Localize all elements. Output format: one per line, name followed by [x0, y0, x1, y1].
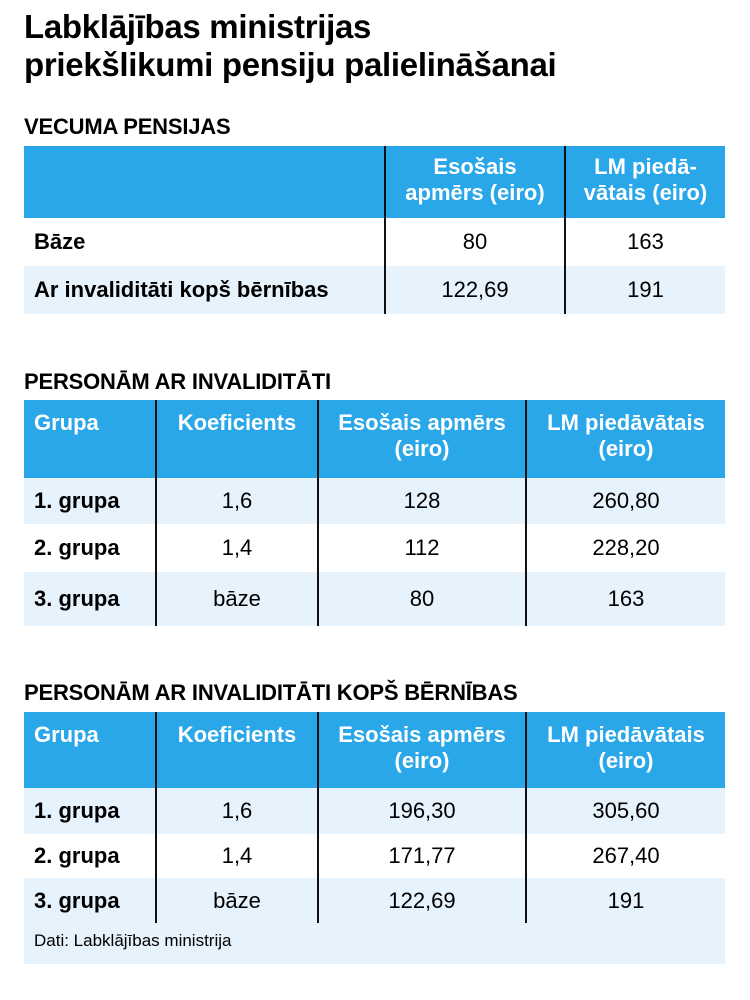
table-cell: bāze [156, 878, 318, 923]
table-header-cell: Esošais apmērs (eiro) [318, 400, 526, 478]
table-row [24, 478, 725, 524]
table-header-cell [24, 146, 385, 218]
table-header-cell: Koeficients [156, 712, 318, 788]
source-note: Dati: Labklājības ministrija [24, 923, 725, 964]
title-line-2: priekšlikumi pensiju palielināšanai [24, 46, 557, 83]
row-label: Ar invaliditāti kopš bērnības [24, 266, 385, 314]
table-row [24, 266, 725, 314]
table-row [24, 218, 725, 266]
section-heading-disability: PERSONĀM AR INVALIDITĀTI [24, 369, 331, 394]
table-cell: 80 [318, 572, 526, 626]
old-age-pensions-table [24, 146, 725, 314]
table-header-row [24, 712, 725, 788]
table-cell: 122,69 [318, 878, 526, 923]
table-cell: 1,6 [156, 478, 318, 524]
table-cell: 1,4 [156, 524, 318, 572]
table-cell: 1,6 [156, 788, 318, 834]
row-label: 2. grupa [34, 843, 120, 868]
row-label: 3. grupa [24, 572, 156, 626]
table-header-cell: Esošais apmērs (eiro) [385, 146, 565, 218]
table-cell: 191 [526, 878, 725, 923]
table-cell: 128 [318, 478, 526, 524]
section-heading-disability-since-childhood: PERSONĀM AR INVALIDITĀTI KOPŠ BĒRNĪBAS [24, 680, 518, 705]
disability-since-childhood-table [24, 712, 725, 923]
table-row [24, 788, 725, 834]
section-heading-old-age-pensions: VECUMA PENSIJAS [24, 114, 231, 139]
row-label: 3. grupa [24, 878, 156, 923]
table-header-cell: Grupa [24, 400, 156, 478]
table-header-row [24, 400, 725, 478]
table-cell: 267,40 [526, 834, 725, 878]
table-header-cell: Koeficients [156, 400, 318, 478]
table-cell: 112 [318, 524, 526, 572]
table-cell: 1,4 [156, 834, 318, 878]
table-header-row [24, 146, 725, 218]
table-row [24, 834, 725, 878]
table-cell: 305,60 [526, 788, 725, 834]
table-cell: bāze [156, 572, 318, 626]
table-cell: 163 [526, 572, 725, 626]
row-label: 1. grupa [24, 788, 156, 834]
table-row [24, 572, 725, 626]
row-label: 1. grupa [24, 478, 156, 524]
row-label: 2. grupa [34, 535, 120, 560]
disability-table [24, 400, 725, 626]
table-header-cell: Grupa [24, 712, 156, 788]
table-header-cell: LM piedāvātais (eiro) [526, 712, 725, 788]
table-header-cell: LM piedā-vātais (eiro) [565, 146, 725, 218]
title-line-1: Labklājības ministrijas [24, 8, 372, 45]
table-cell: 260,80 [526, 478, 725, 524]
table-cell: 163 [565, 218, 725, 266]
table-cell: 171,77 [318, 834, 526, 878]
table-cell: 122,69 [385, 266, 565, 314]
table-header-cell: LM piedāvātais (eiro) [526, 400, 725, 478]
page-title [24, 8, 556, 84]
table-row [24, 878, 725, 923]
table-cell: 228,20 [526, 524, 725, 572]
table-header-cell: Esošais apmērs (eiro) [318, 712, 526, 788]
table-cell: 80 [385, 218, 565, 266]
row-label: Bāze [34, 229, 86, 254]
table-row [24, 524, 725, 572]
table-cell: 191 [565, 266, 725, 314]
table-cell: 196,30 [318, 788, 526, 834]
